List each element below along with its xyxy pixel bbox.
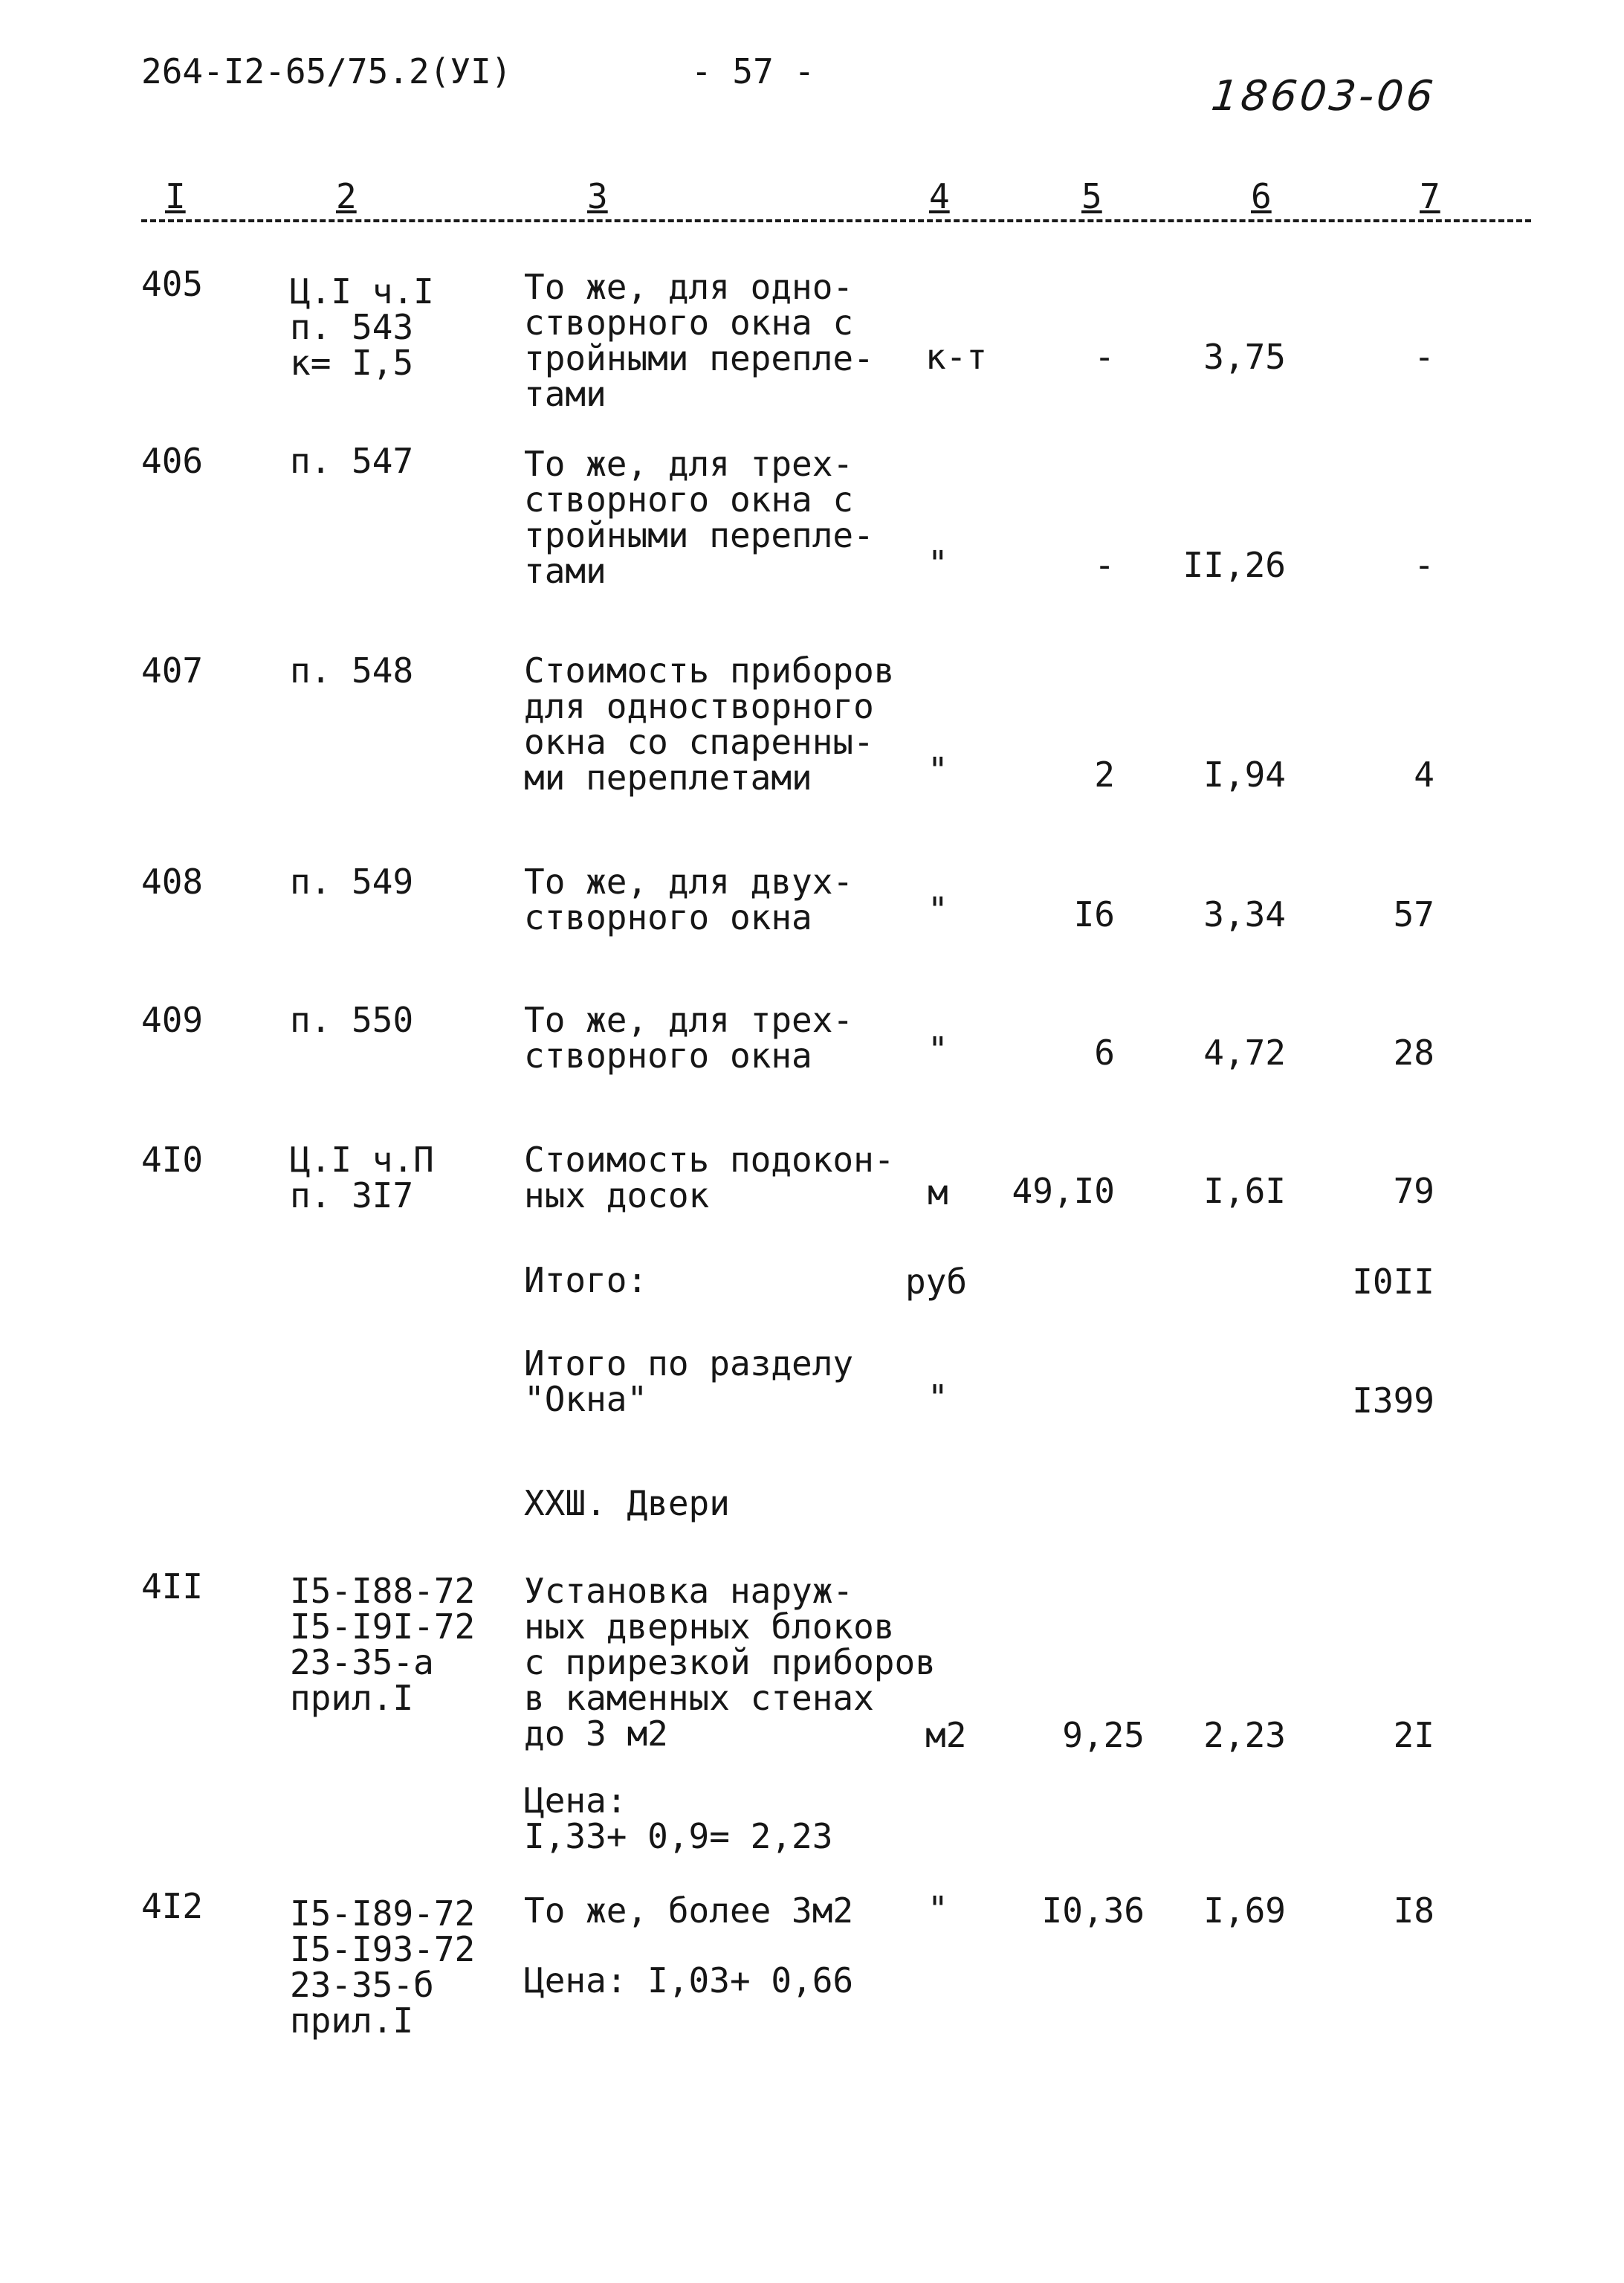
column-number: 2 (336, 176, 357, 216)
row-number: 406 (141, 441, 204, 481)
row-description: То же, для двух- створного окна (524, 862, 854, 937)
row-unit: к-т (925, 337, 988, 377)
row-quantity: - (1094, 337, 1115, 377)
row-number: 409 (141, 1000, 204, 1040)
section-total-label: Итого по разделу "Окна" (524, 1343, 854, 1419)
row-description: То же, для трех- створного окна с тройными перепле- тами (524, 444, 874, 591)
row-total: I8 (1393, 1890, 1434, 1931)
column-number: I (165, 176, 186, 216)
row-total: 79 (1393, 1171, 1434, 1211)
row-total: 2I (1393, 1715, 1434, 1755)
row-quantity: - (1094, 545, 1115, 585)
section-heading: ХХШ. Двери (524, 1483, 730, 1523)
row-price-note: Цена: I,33+ 0,9= 2,23 (524, 1780, 833, 1856)
row-price: 3,34 (1203, 894, 1286, 934)
row-number: 4I2 (141, 1886, 204, 1926)
row-description: Стоимость подокон- ных досок (524, 1140, 895, 1215)
row-unit: " (928, 543, 948, 584)
row-number: 407 (141, 650, 204, 691)
row-quantity: 49,I0 (1012, 1171, 1115, 1211)
row-unit: " (928, 750, 948, 790)
row-price: I,6I (1203, 1171, 1286, 1211)
row-reference: I5-I89-72 I5-I93-72 23-35-б прил.I (290, 1893, 476, 2041)
row-reference: п. 548 (290, 650, 414, 691)
row-description: То же, для трех- створного окна (524, 1000, 854, 1076)
row-unit: м (928, 1172, 948, 1212)
row-description: Стоимость приборов для одностворного окна со спаренны- ми переплетами (524, 650, 895, 798)
subtotal-total: I0II (1352, 1262, 1434, 1302)
section-total-total: I399 (1352, 1381, 1434, 1421)
row-number: 4I0 (141, 1140, 204, 1180)
column-number: 7 (1420, 176, 1440, 216)
row-quantity: I0,36 (1041, 1890, 1145, 1931)
row-unit: м2 (925, 1715, 967, 1755)
row-total: - (1414, 545, 1434, 585)
row-reference: п. 547 (290, 441, 414, 481)
row-reference: п. 550 (290, 1000, 414, 1040)
row-price: I,94 (1203, 755, 1286, 795)
header-dashed-rule (141, 219, 1531, 222)
row-quantity: I6 (1073, 894, 1115, 934)
row-total: 57 (1393, 894, 1434, 934)
row-price: 2,23 (1203, 1715, 1286, 1755)
row-description: Установка наруж- ных дверных блоков с прирезкой приборов в каменных стенах до 3 м2 (524, 1571, 936, 1754)
row-total: 28 (1393, 1033, 1434, 1073)
subtotal-unit: руб (905, 1262, 968, 1302)
row-reference: I5-I88-72 I5-I9I-72 23-35-а прил.I (290, 1571, 476, 1718)
row-price: II,26 (1183, 545, 1286, 585)
row-quantity: 9,25 (1062, 1715, 1145, 1755)
row-number: 405 (141, 264, 204, 304)
row-quantity: 6 (1094, 1033, 1115, 1073)
column-number: 6 (1251, 176, 1272, 216)
row-price: 4,72 (1203, 1033, 1286, 1073)
row-price: I,69 (1203, 1890, 1286, 1931)
row-reference: п. 549 (290, 862, 414, 902)
row-number: 4II (141, 1566, 204, 1607)
row-unit: " (928, 890, 948, 930)
row-unit: " (928, 1889, 948, 1929)
row-quantity: 2 (1094, 755, 1115, 795)
row-total: - (1414, 337, 1434, 377)
page-number: - 57 - (691, 51, 815, 91)
row-reference: Ц.I ч.П п. 3I7 (290, 1140, 434, 1215)
section-total-unit: " (928, 1378, 948, 1418)
column-number: 4 (929, 176, 950, 216)
handwritten-number: 18603-06 (1209, 72, 1439, 120)
row-price-note: Цена: I,03+ 0,66 (524, 1960, 854, 2001)
row-total: 4 (1414, 755, 1434, 795)
column-number: 5 (1081, 176, 1102, 216)
row-description: То же, для одно- створного окна с тройными перепле- тами (524, 267, 874, 414)
document-code: 264-I2-65/75.2(УI) (141, 51, 512, 91)
subtotal-label: Итого: (524, 1260, 648, 1300)
row-number: 408 (141, 862, 204, 902)
row-unit: " (928, 1030, 948, 1070)
column-number: 3 (587, 176, 608, 216)
row-description: То же, более 3м2 (524, 1890, 854, 1931)
row-price: 3,75 (1203, 337, 1286, 377)
row-reference: Ц.I ч.I п. 543 к= I,5 (290, 271, 434, 383)
